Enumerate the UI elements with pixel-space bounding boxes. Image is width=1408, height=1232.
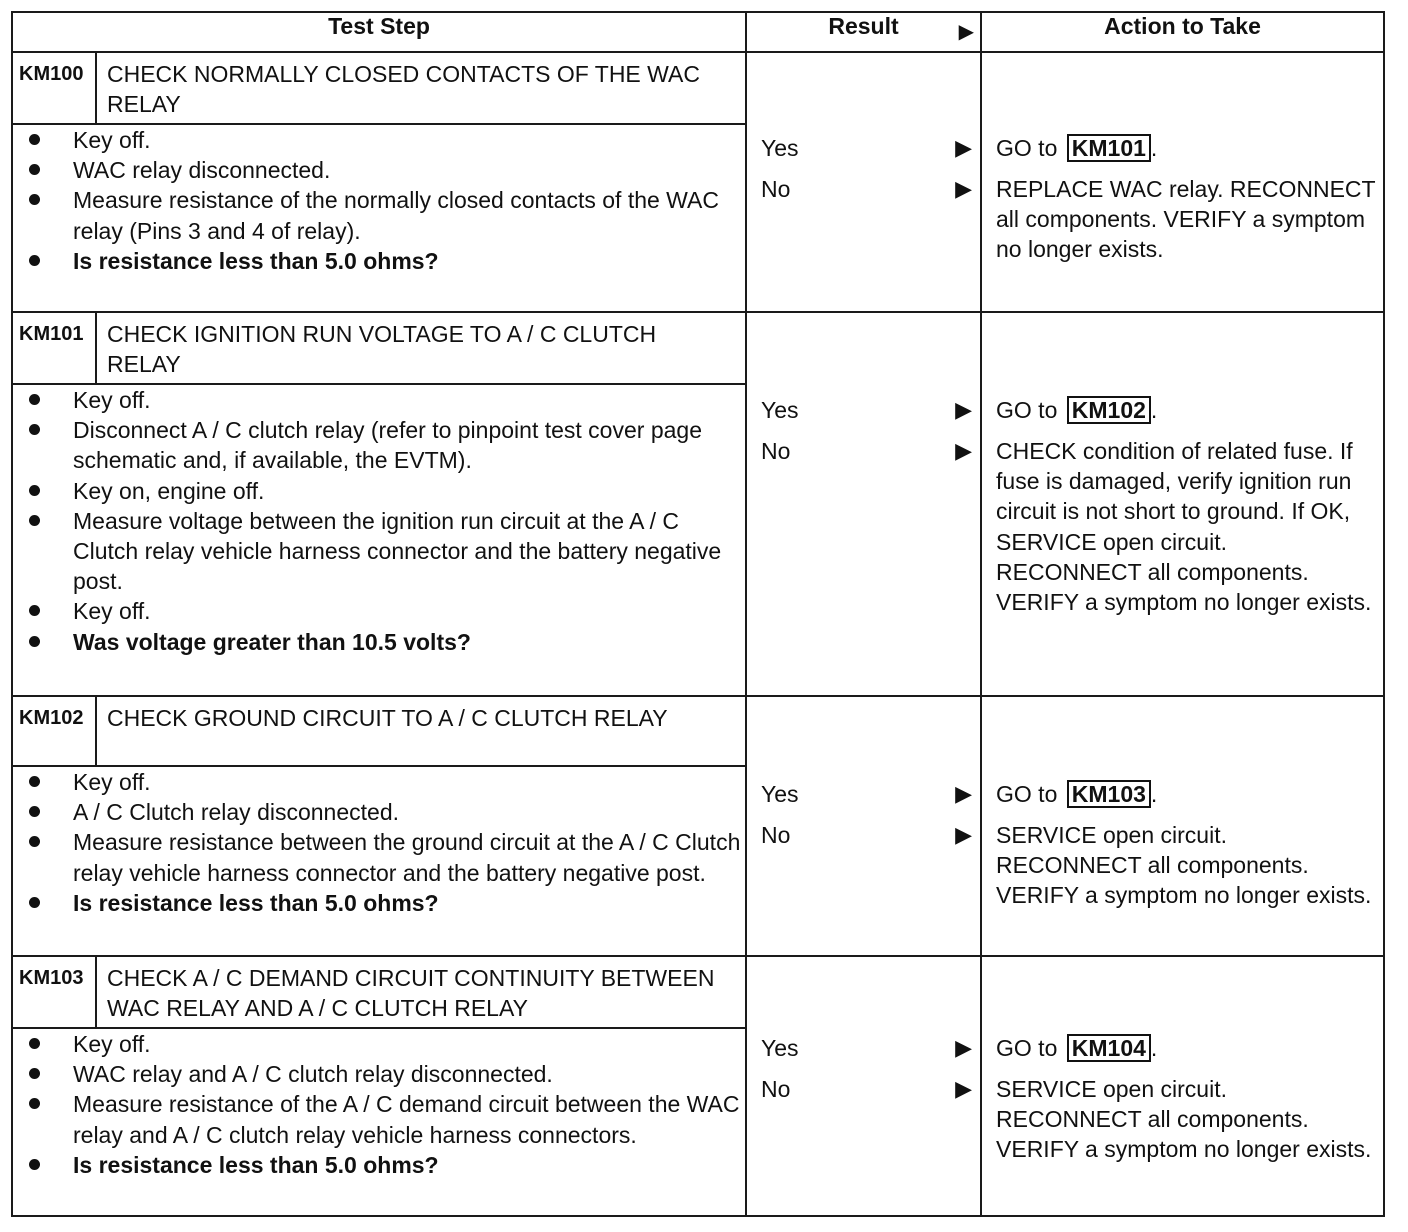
step-bullet [29,1059,745,1089]
action-cell [981,956,1384,1216]
step-bullet [29,125,745,155]
bullet-text: A / C Clutch relay disconnected. [73,799,399,826]
step-question [29,627,745,657]
step-bullet [29,476,745,506]
goto-step-link[interactable]: KM103 [1067,780,1151,808]
bullet-text: Measure voltage between the ignition run circuit at the A / C Clutch relay vehicle harness connector and the battery negative post. [73,507,722,595]
step-title-row [12,52,1384,124]
step-bullet [29,185,745,245]
question-text: Was voltage greater than 10.5 volts? [73,628,471,655]
step-code: KM101 [19,323,84,345]
goto-step-link[interactable]: KM101 [1067,134,1151,162]
header-action: Action to Take [981,12,1384,52]
result-yes [761,395,976,425]
result-yes-label: Yes [761,781,799,807]
bullet-text: Key off. [73,1031,151,1057]
step-code-cell [12,696,96,766]
step-title-cell [96,956,746,1028]
step-code-cell [12,52,96,124]
result-yes [761,1033,976,1063]
bullet-icon [29,897,40,908]
bullet-icon [29,424,40,435]
step-question [29,1150,745,1180]
step-title-row [12,696,1384,766]
result-no-label: No [761,438,791,464]
header-result-label: Result [828,13,899,39]
step-code: KM103 [19,967,84,989]
bullet-text: Measure resistance of the normally closed contacts of the WAC relay (Pins 3 and 4 of relay). [73,187,719,244]
arrow-icon: ▶ [955,781,973,806]
goto-prefix: GO to [996,397,1058,423]
result-yes-label: Yes [761,135,799,161]
step-bullets-cell [12,1028,746,1216]
action-cell [981,696,1384,956]
arrow-icon: ▶ [955,1035,973,1060]
step-question [29,246,745,276]
step-bullets-cell [12,384,746,696]
action-yes [996,395,1377,425]
step-bullet [29,827,745,887]
steps-body [12,52,1384,1216]
step-code: KM102 [19,707,84,729]
arrow-icon: ▶ [955,822,973,847]
step-code-cell [12,312,96,384]
step-bullet [29,1029,745,1059]
result-no [761,820,976,850]
result-yes-label: Yes [761,397,799,423]
header-arrow-icon: ▶ [958,21,975,43]
result-no [761,1074,976,1104]
result-yes [761,779,976,809]
result-no-label: No [761,1076,791,1102]
bullet-icon [29,806,40,817]
arrow-icon: ▶ [955,176,973,201]
action-yes [996,779,1377,809]
arrow-icon: ▶ [955,135,973,160]
step-bullets-cell [12,766,746,956]
bullet-text: Key off. [73,769,151,795]
bullet-icon [29,485,40,496]
bullet-icon [29,605,40,616]
step-title: CHECK A / C DEMAND CIRCUIT CONTINUITY BETWEEN WAC RELAY AND A / C CLUTCH RELAY [107,965,715,1021]
step-bullets-cell [12,124,746,312]
step-bullet [29,155,745,185]
action-no: SERVICE open circuit. RECONNECT all components. VERIFY a symptom no longer exists. [996,822,1372,909]
step-bullet-list [13,385,745,657]
goto-suffix: . [1150,397,1158,423]
result-cell [746,696,981,956]
step-title: CHECK GROUND CIRCUIT TO A / C CLUTCH RELAY [107,705,668,731]
result-yes [761,133,976,163]
bullet-text: WAC relay disconnected. [73,157,331,184]
result-yes-label: Yes [761,1035,799,1061]
result-no [761,436,976,466]
step-bullet-list [13,1029,745,1180]
bullet-text: Key on, engine off. [73,477,265,504]
result-no [761,174,976,204]
result-cell [746,312,981,696]
step-bullet [29,1089,745,1149]
action-no: CHECK condition of related fuse. If fuse is damaged, verify ignition run circuit is not short to ground. If OK, SERVICE open circuit. RECONNECT all components. VERIFY a symptom no longer exists. [996,438,1372,616]
step-title: CHECK NORMALLY CLOSED CONTACTS OF THE WAC RELAY [107,61,700,117]
step-bullet [29,596,745,626]
bullet-text: Disconnect A / C clutch relay (refer to pinpoint test cover page schematic and, if available, the EVTM). [73,417,702,474]
action-no: SERVICE open circuit. RECONNECT all components. VERIFY a symptom no longer exists. [996,1076,1372,1163]
result-cell [746,956,981,1216]
action-cell [981,52,1384,312]
arrow-icon: ▶ [955,397,973,422]
header-row [12,12,1384,52]
goto-suffix: . [1150,1035,1158,1061]
bullet-icon [29,194,40,205]
step-bullet-list [13,125,745,276]
step-code-cell [12,956,96,1028]
question-text: Is resistance less than 5.0 ohms? [73,247,439,274]
action-cell [981,312,1384,696]
step-title-row [12,312,1384,384]
bullet-text: Key off. [73,387,151,413]
bullet-text: Measure resistance between the ground circuit at the A / C Clutch relay vehicle harness connector and the battery negative post. [73,829,741,886]
action-no: REPLACE WAC relay. RECONNECT all components. VERIFY a symptom no longer exists. [996,176,1376,263]
step-bullet [29,506,745,597]
goto-suffix: . [1150,781,1158,807]
bullet-icon [29,1159,40,1170]
step-code: KM100 [19,63,84,85]
step-title-cell [96,696,746,766]
bullet-icon [29,1038,40,1049]
step-bullet [29,385,745,415]
step-title-row [12,956,1384,1028]
step-bullet [29,415,745,475]
goto-step-link[interactable]: KM102 [1067,396,1151,424]
bullet-icon [29,636,40,647]
step-bullet-list [13,767,745,918]
bullet-icon [29,394,40,405]
header-test-step: Test Step [12,12,746,52]
question-text: Is resistance less than 5.0 ohms? [73,889,439,916]
bullet-icon [29,134,40,145]
bullet-icon [29,836,40,847]
step-question [29,888,745,918]
bullet-text: Key off. [73,598,151,625]
bullet-text: Measure resistance of the A / C demand circuit between the WAC relay and A / C clutch relay vehicle harness connectors. [73,1091,740,1148]
bullet-text: WAC relay and A / C clutch relay disconnected. [73,1061,553,1088]
result-cell [746,52,981,312]
action-yes [996,133,1377,163]
step-title-cell [96,312,746,384]
goto-prefix: GO to [996,1035,1058,1061]
action-yes [996,1033,1377,1063]
step-bullet [29,797,745,827]
step-bullet [29,767,745,797]
arrow-icon: ▶ [955,438,973,463]
goto-prefix: GO to [996,135,1058,161]
step-title-cell [96,52,746,124]
bullet-icon [29,515,40,526]
pinpoint-test-table [11,11,1385,1217]
goto-suffix: . [1150,135,1158,161]
bullet-icon [29,1098,40,1109]
bullet-icon [29,1068,40,1079]
goto-step-link[interactable]: KM104 [1067,1034,1151,1062]
bullet-icon [29,776,40,787]
question-text: Is resistance less than 5.0 ohms? [73,1151,439,1178]
bullet-icon [29,255,40,266]
bullet-text: Key off. [73,127,151,153]
header-result [746,12,981,52]
result-no-label: No [761,822,791,848]
goto-prefix: GO to [996,781,1058,807]
bullet-icon [29,164,40,175]
arrow-icon: ▶ [955,1076,973,1101]
step-title: CHECK IGNITION RUN VOLTAGE TO A / C CLUTCH RELAY [107,321,657,377]
result-no-label: No [761,176,791,202]
